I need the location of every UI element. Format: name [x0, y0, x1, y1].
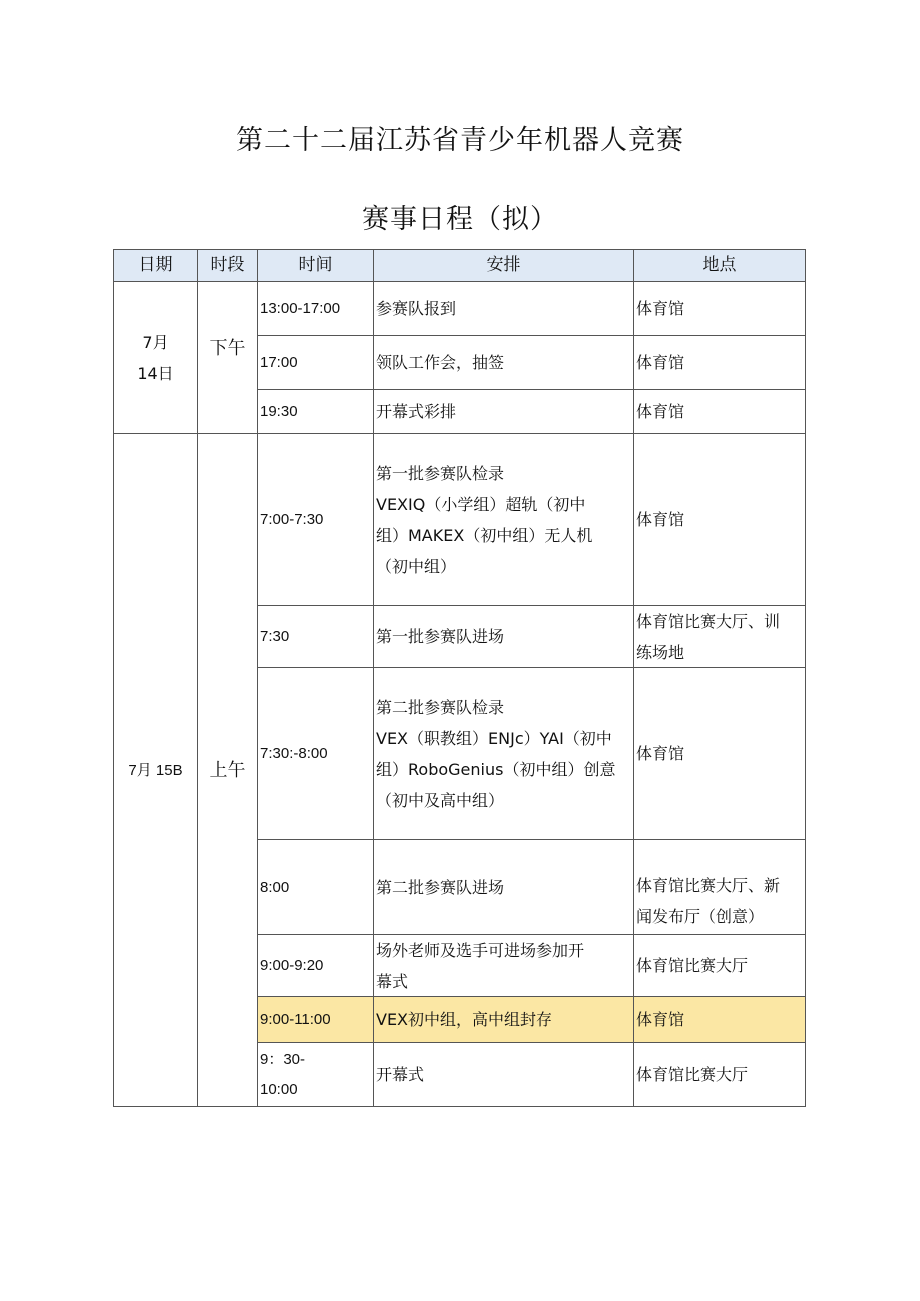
day2-row3-location: 体育馆: [633, 667, 806, 840]
day2-row3-time: 7:30:-8:00: [257, 667, 374, 840]
day2-row1-arr-line3: 组）MAKEX（初中组）无人机: [376, 525, 593, 545]
day2-period: 上午: [197, 433, 258, 1107]
day1-date-line1: 7月: [142, 332, 169, 352]
document-subtitle: 赛事日程（拟）: [362, 204, 558, 235]
day2-row7-time-line1: 9：30-: [260, 1050, 306, 1068]
day1-date-line2: 14日: [137, 363, 174, 383]
day2-row4-arrangement: 第二批参赛队进场: [373, 839, 634, 935]
day2-row1-arr-line4: （初中组）: [376, 556, 457, 576]
day2-row2-arrangement: 第一批参赛队进场: [373, 605, 634, 668]
day2-row1-time: 7:00-7:30: [257, 433, 374, 606]
header-arrangement: 安排: [373, 249, 634, 282]
day1-row2-arrangement: 领队工作会，抽签: [373, 335, 634, 390]
day2-row2-loc-line2: 练场地: [636, 642, 685, 662]
day2-date: 7月 15B: [113, 433, 198, 1107]
day2-row1-arrangement: [373, 433, 634, 606]
day1-row3-time: 19:30: [257, 389, 374, 434]
day2-row3-arrangement: [373, 667, 634, 840]
day2-row5-location: 体育馆比赛大厅: [633, 934, 806, 997]
day2-row5-time: 9:00-9:20: [257, 934, 374, 997]
day1-date-cell: [113, 281, 198, 434]
day2-row4-loc-line2: 闻发布厅（创意）: [636, 907, 765, 926]
day2-row3-arr-line3: 组）RoboGenius（初中组）创意: [376, 759, 616, 779]
day1-period: 下午: [197, 281, 258, 434]
day2-row7-time: [257, 1042, 374, 1107]
day1-row1-location: 体育馆: [633, 281, 806, 336]
day2-row1-location: 体育馆: [633, 433, 806, 606]
day2-row3-arr-line1: 第二批参赛队检录: [376, 697, 505, 717]
day1-row1-arrangement: 参赛队报到: [373, 281, 634, 336]
day2-row5-arr-line2: 幕式: [376, 971, 409, 991]
day2-row7-location: 体育馆比赛大厅: [633, 1042, 806, 1107]
day2-row1-arr-line2: VEXIQ（小学组）超轨（初中: [376, 494, 586, 514]
header-location: 地点: [633, 249, 806, 282]
day2-row5-arrangement: [373, 934, 634, 997]
day1-row2-location: 体育馆: [633, 335, 806, 390]
day2-row6-location: 体育馆: [633, 996, 806, 1043]
header-period: 时段: [197, 249, 258, 282]
day2-row3-arr-line2: VEX（职教组）ENJc）YAI（初中: [376, 728, 612, 748]
day1-row1-time: 13:00-17:00: [257, 281, 374, 336]
day2-row4-loc-line1: 体育馆比赛大厅、新: [636, 876, 781, 895]
day2-row4-time: 8:00: [257, 839, 374, 935]
day2-row2-location: [633, 605, 806, 668]
day1-row3-location: 体育馆: [633, 389, 806, 434]
day2-row3-arr-line4: （初中及高中组）: [376, 790, 505, 810]
header-time: 时间: [257, 249, 374, 282]
day2-row2-time: 7:30: [257, 605, 374, 668]
document-title: 第二十二届江苏省青少年机器人竞赛: [236, 125, 684, 156]
day2-row7-arrangement: 开幕式: [373, 1042, 634, 1107]
header-date: 日期: [113, 249, 198, 282]
day2-row6-arrangement: VEX初中组，高中组封存: [373, 996, 634, 1043]
day2-row5-arr-line1: 场外老师及选手可进场参加开: [376, 940, 585, 960]
day2-row7-time-line2: 10:00: [260, 1080, 298, 1098]
day1-row2-time: 17:00: [257, 335, 374, 390]
day2-row2-loc-line1: 体育馆比赛大厅、训: [636, 611, 781, 631]
day2-row6-time: 9:00-11:00: [257, 996, 374, 1043]
day2-row4-location: [633, 839, 806, 935]
day1-row3-arrangement: 开幕式彩排: [373, 389, 634, 434]
day2-row1-arr-line1: 第一批参赛队检录: [376, 463, 505, 483]
